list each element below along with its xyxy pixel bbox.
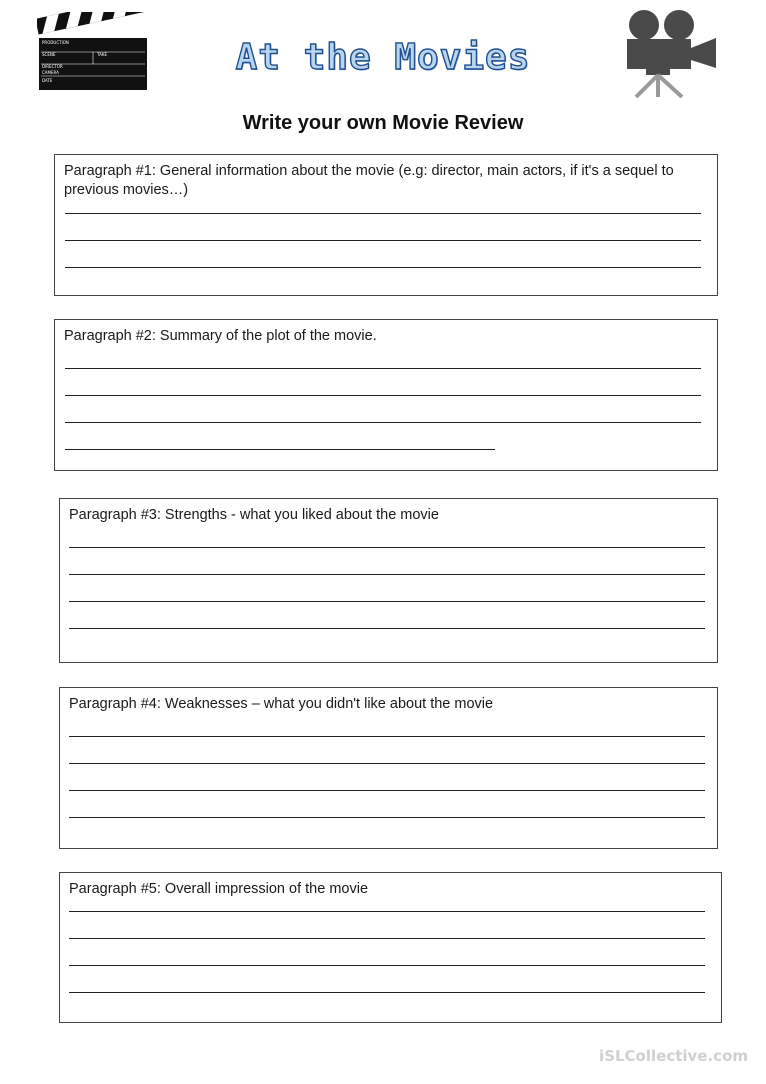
paragraph-2-label: Paragraph #2: Summary of the plot of the movie. (64, 328, 377, 344)
clapper-field: PRODUCTION (42, 40, 69, 45)
writing-line[interactable] (65, 422, 701, 423)
writing-line[interactable] (65, 213, 701, 214)
page-subtitle: Write your own Movie Review (242, 112, 524, 134)
paragraph-3-box (59, 498, 718, 663)
writing-line[interactable] (65, 240, 701, 241)
clapper-field: CAMERA (42, 70, 59, 75)
paragraph-3-label: Paragraph #3: Strengths - what you liked about the movie (69, 507, 439, 523)
writing-line[interactable] (69, 574, 705, 575)
paragraph-1-box (54, 154, 718, 296)
writing-line[interactable] (69, 736, 705, 737)
clapper-field: DATE (42, 78, 53, 83)
writing-line[interactable] (65, 395, 701, 396)
writing-line[interactable] (69, 911, 705, 912)
writing-line[interactable] (69, 601, 705, 602)
clapper-field: DIRECTOR (42, 64, 63, 69)
writing-line[interactable] (69, 790, 705, 791)
paragraph-5-label: Paragraph #5: Overall impression of the movie (69, 881, 369, 897)
writing-line[interactable] (69, 965, 705, 966)
writing-line[interactable] (69, 938, 705, 939)
page-title: At the Movies (235, 37, 531, 78)
clapper-field: SCENE (42, 52, 56, 57)
writing-line[interactable] (65, 449, 495, 450)
paragraph-1-label: Paragraph #1: General information about the movie (e.g: director, main actors, if it's a sequel to previous movies…) (64, 163, 674, 198)
writing-line[interactable] (69, 547, 705, 548)
paragraph-2-box (54, 319, 718, 471)
paragraph-4-label: Paragraph #4: Weaknesses – what you didn't like about the movie (69, 696, 494, 712)
writing-line[interactable] (65, 267, 701, 268)
writing-line[interactable] (69, 628, 705, 629)
writing-line[interactable] (69, 817, 705, 818)
writing-line[interactable] (69, 992, 705, 993)
clapper-field: TAKE (97, 52, 108, 57)
paragraph-5-box (59, 872, 722, 1023)
watermark: iSLCollective.com (599, 1047, 748, 1065)
writing-line[interactable] (65, 368, 701, 369)
writing-line[interactable] (69, 763, 705, 764)
paragraph-4-box (59, 687, 718, 849)
